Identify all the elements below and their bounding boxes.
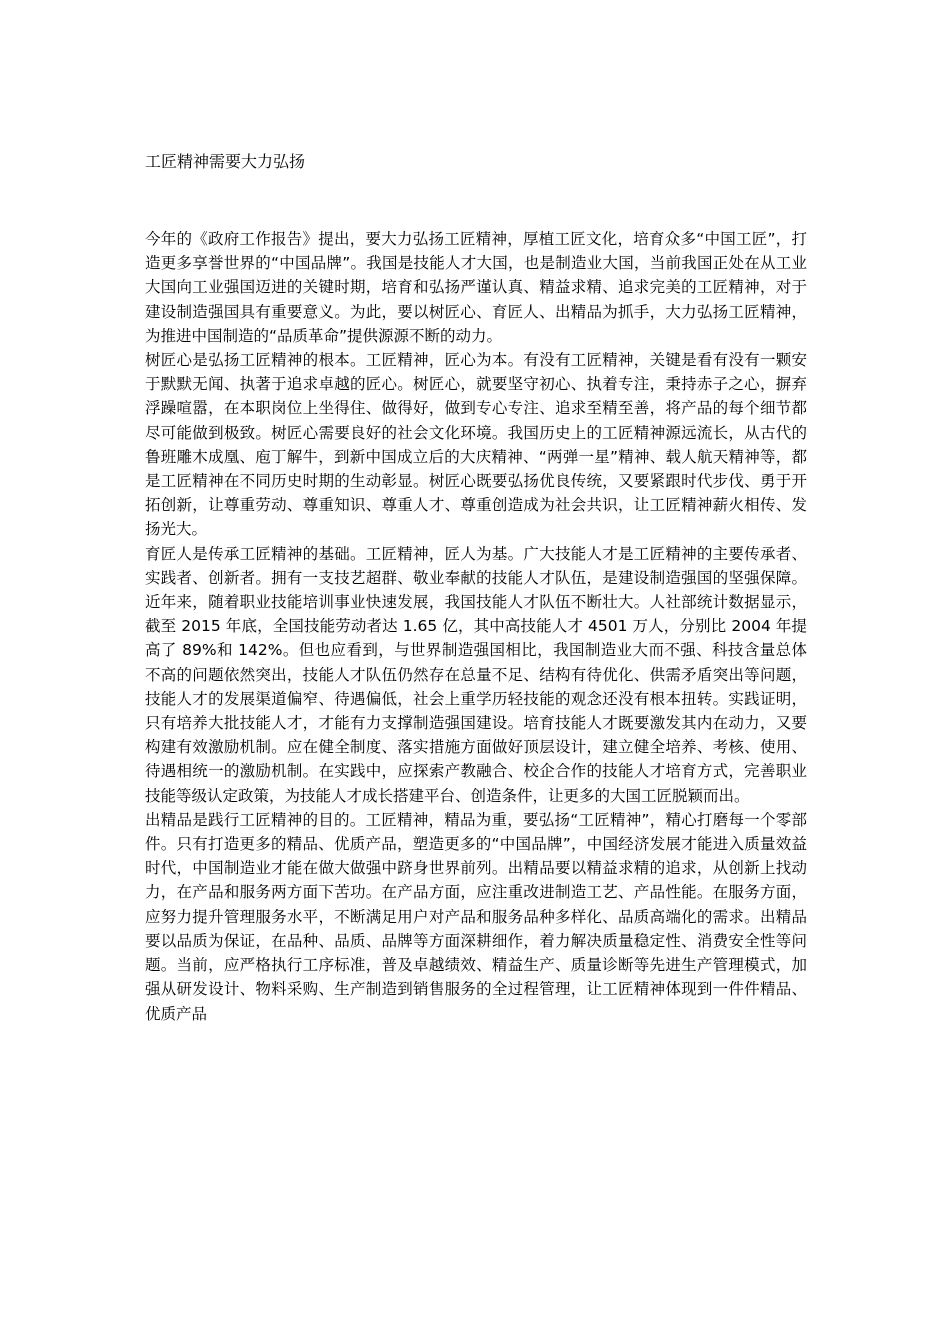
document-body bbox=[145, 227, 807, 1026]
paragraph-craftsman-training: 育匠人是传承工匠精神的基础。工匠精神，匠人为基。广大技能人才是工匠精神的主要传承者、实践者、创新者。拥有一支技艺超群、敬业奉献的技能人才队伍，是建设制造强国的坚强保障。近年来，随着职业技能培训事业快速发展，我国技能人才队伍不断壮大。人社部统计数据显示，截至 2015 年底，全国技能劳动者达 1.65 亿，其中高技能人才 4501 万人，分别比 2004 年提高了 89%和 142%。但也应看到，与世界制造强国相比，我国制造业大而不强、科技含量总体不高的问题依然突出，技能人才队伍仍然存在总量不足、结构有待优化、供需矛盾突出等问题，技能人才的发展渠道偏窄、待遇偏低，社会上重学历轻技能的观念还没有根本扭转。实践证明，只有培养大批技能人才，才能有力支撑制造强国建设。培育技能人才既要激发其内在动力，又要构建有效激励机制。应在健全制度、落实措施方面做好顶层设计，建立健全培养、考核、使用、待遇相统一的激励机制。在实践中，应探索产教融合、校企合作的技能人才培育方式，完善职业技能等级认定政策，为技能人才成长搭建平台、创造条件，让更多的大国工匠脱颖而出。 bbox=[145, 544, 807, 805]
paragraph-intro: 今年的《政府工作报告》提出，要大力弘扬工匠精神，厚植工匠文化，培育众多“中国工匠”，打造更多享誉世界的“中国品牌”。我国是技能人才大国，也是制造业大国，当前我国正处在从工业大国向工业强国迈进的关键时期，培育和弘扬严谨认真、精益求精、追求完美的工匠精神，对于建设制造强国具有重要意义。为此，要以树匠心、育匠人、出精品为抓手，大力弘扬工匠精神，为推进中国制造的“品质革命”提供源源不断的动力。 bbox=[145, 230, 807, 345]
paragraph-craftsman-heart: 树匠心是弘扬工匠精神的根本。工匠精神，匠心为本。有没有工匠精神，关键是看有没有一颗安于默默无闻、执著于追求卓越的匠心。树匠心，就要坚守初心、执着专注，秉持赤子之心，摒弃浮躁喧嚣，在本职岗位上坐得住、做得好，做到专心专注、追求至精至善，将产品的每个细节都尽可能做到极致。树匠心需要良好的社会文化环境。我国历史上的工匠精神源远流长，从古代的鲁班雕木成凰、庖丁解牛，到新中国成立后的大庆精神、“两弹一星”精神、载人航天精神等，都是工匠精神在不同历史时期的生动彰显。树匠心既要弘扬优良传统，又要紧跟时代步伐、勇于开拓创新，让尊重劳动、尊重知识、尊重人才、尊重创造成为社会共识，让工匠精神薪火相传、发扬光大。 bbox=[145, 351, 807, 539]
document-title: 工匠精神需要大力弘扬 bbox=[145, 152, 306, 171]
paragraph-quality-products: 出精品是践行工匠精神的目的。工匠精神，精品为重，要弘扬“工匠精神”，精心打磨每一个零部件。只有打造更多的精品、优质产品，塑造更多的“中国品牌”，中国经济发展才能进入质量效益时代，中国制造业才能在做大做强中跻身世界前列。出精品要以精益求精的追求，从创新上找动力，在产品和服务两方面下苦功。在产品方面，应注重改进制造工艺、产品性能。在服务方面，应努力提升管理服务水平，不断满足用户对产品和服务品种多样化、品质高端化的需求。出精品要以品质为保证，在品种、品质、品牌等方面深耕细作，着力解决质量稳定性、消费安全性等问题。当前，应严格执行工序标准，普及卓越绩效、精益生产、质量诊断等先进生产管理模式，加强从研发设计、物料采购、生产制造到销售服务的全过程管理，让工匠精神体现到一件件精品、优质产品 bbox=[145, 810, 807, 1023]
